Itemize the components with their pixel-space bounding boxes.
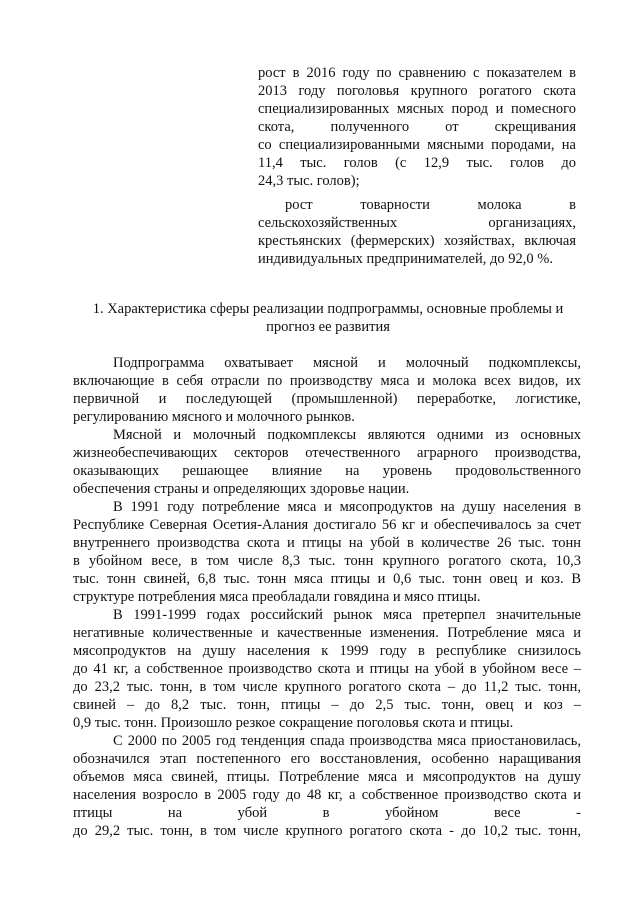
intro-line: индивидуальных предпринимателей, до 92,0 %. — [258, 251, 553, 267]
body-line: до 23,2 тыс. тонн, в том числе крупного рогатого скота – до 11,2 тыс. тонн, — [73, 679, 581, 695]
body-line: в убойном весе, в том числе 8,3 тыс. тонн крупного рогатого скота, 10,3 — [73, 553, 581, 569]
body-line: регулированию мясного и молочного рынков. — [73, 409, 355, 425]
intro-line: крестьянских (фермерских) хозяйствах, включая — [258, 233, 576, 249]
intro-line: специализированных мясных пород и помесного — [258, 101, 576, 117]
body-line: включающие в себя отрасли по производству мяса и молока всех видов, их — [73, 373, 581, 389]
body-line: внутреннего производства скота и птицы на убой в количестве 26 тыс. тонн — [73, 535, 581, 551]
body-line: В 1991 году потребление мяса и мясопродуктов на душу населения в — [113, 499, 581, 515]
intro-line: 24,3 тыс. голов); — [258, 173, 360, 189]
body-line: до 41 кг, а собственное производство скота и птицы на убой в убойном весе – — [73, 661, 581, 677]
body-line: тыс. тонн свиней, 6,8 тыс. тонн мяса птицы и 0,6 тыс. тонн овец и коз. В — [73, 571, 581, 587]
body-line: птицы на убой в убойном весе - — [73, 805, 581, 821]
body-line: мясопродуктов на душу населения к 1999 году в республике снизилось — [73, 643, 581, 659]
body-line: объемов мяса свиней, птицы. Потребление мяса и мясопродуктов на душу — [73, 769, 581, 785]
body-line: обеспечения страны и определяющих здоровье нации. — [73, 481, 410, 497]
body-line: населения возросло в 2005 году до 48 кг, а собственное производство скота и — [73, 787, 581, 803]
intro-line: 11,4 тыс. голов (с 12,9 тыс. голов до — [258, 155, 576, 171]
intro-line: сельскохозяйственных организациях, — [258, 215, 576, 231]
body-line: Подпрограмма охватывает мясной и молочный подкомплексы, — [113, 355, 581, 371]
body-line: Республике Северная Осетия-Алания достигало 56 кг и обеспечивалось за счет — [73, 517, 581, 533]
body-line: С 2000 по 2005 год тенденция спада производства мяса приостановилась, — [113, 733, 581, 749]
intro-line: 2013 году поголовья крупного рогатого скота — [258, 83, 576, 99]
intro-line: скота, полученного от скрещивания — [258, 119, 576, 135]
body-line: свиней – до 8,2 тыс. тонн, птицы – до 2,5 тыс. тонн, овец и коз – — [73, 697, 581, 713]
intro-line: рост в 2016 году по сравнению с показателем в — [258, 65, 576, 81]
body-line: первичной и последующей (промышленной) переработке, логистике, — [73, 391, 581, 407]
body-line: жизнеобеспечивающих секторов отечественного аграрного производства, — [73, 445, 581, 461]
body-line: обозначился этап постепенного его восстановления, особенно наращивания — [73, 751, 581, 767]
body-line: до 29,2 тыс. тонн, в том числе крупного рогатого скота - до 10,2 тыс. тонн, — [73, 823, 581, 839]
section-heading: 1. Характеристика сферы реализации подпрограммы, основные проблемы и — [92, 301, 564, 317]
section-heading: прогноз ее развития — [266, 319, 390, 335]
body-line: негативные количественные и качественные изменения. Потребление мяса и — [73, 625, 581, 641]
body-line: Мясной и молочный подкомплексы являются одними из основных — [113, 427, 581, 443]
body-line: В 1991-1999 годах российский рынок мяса претерпел значительные — [113, 607, 581, 623]
body-line: оказывающих решающее влияние на уровень продовольственного — [73, 463, 581, 479]
intro-line: рост товарности молока в — [285, 197, 576, 213]
body-line: структуре потребления мяса преобладали говядина и мясо птицы. — [73, 589, 481, 605]
body-line: 0,9 тыс. тонн. Произошло резкое сокращение поголовья скота и птицы. — [73, 715, 514, 731]
intro-line: со специализированными мясными породами, на — [258, 137, 576, 153]
